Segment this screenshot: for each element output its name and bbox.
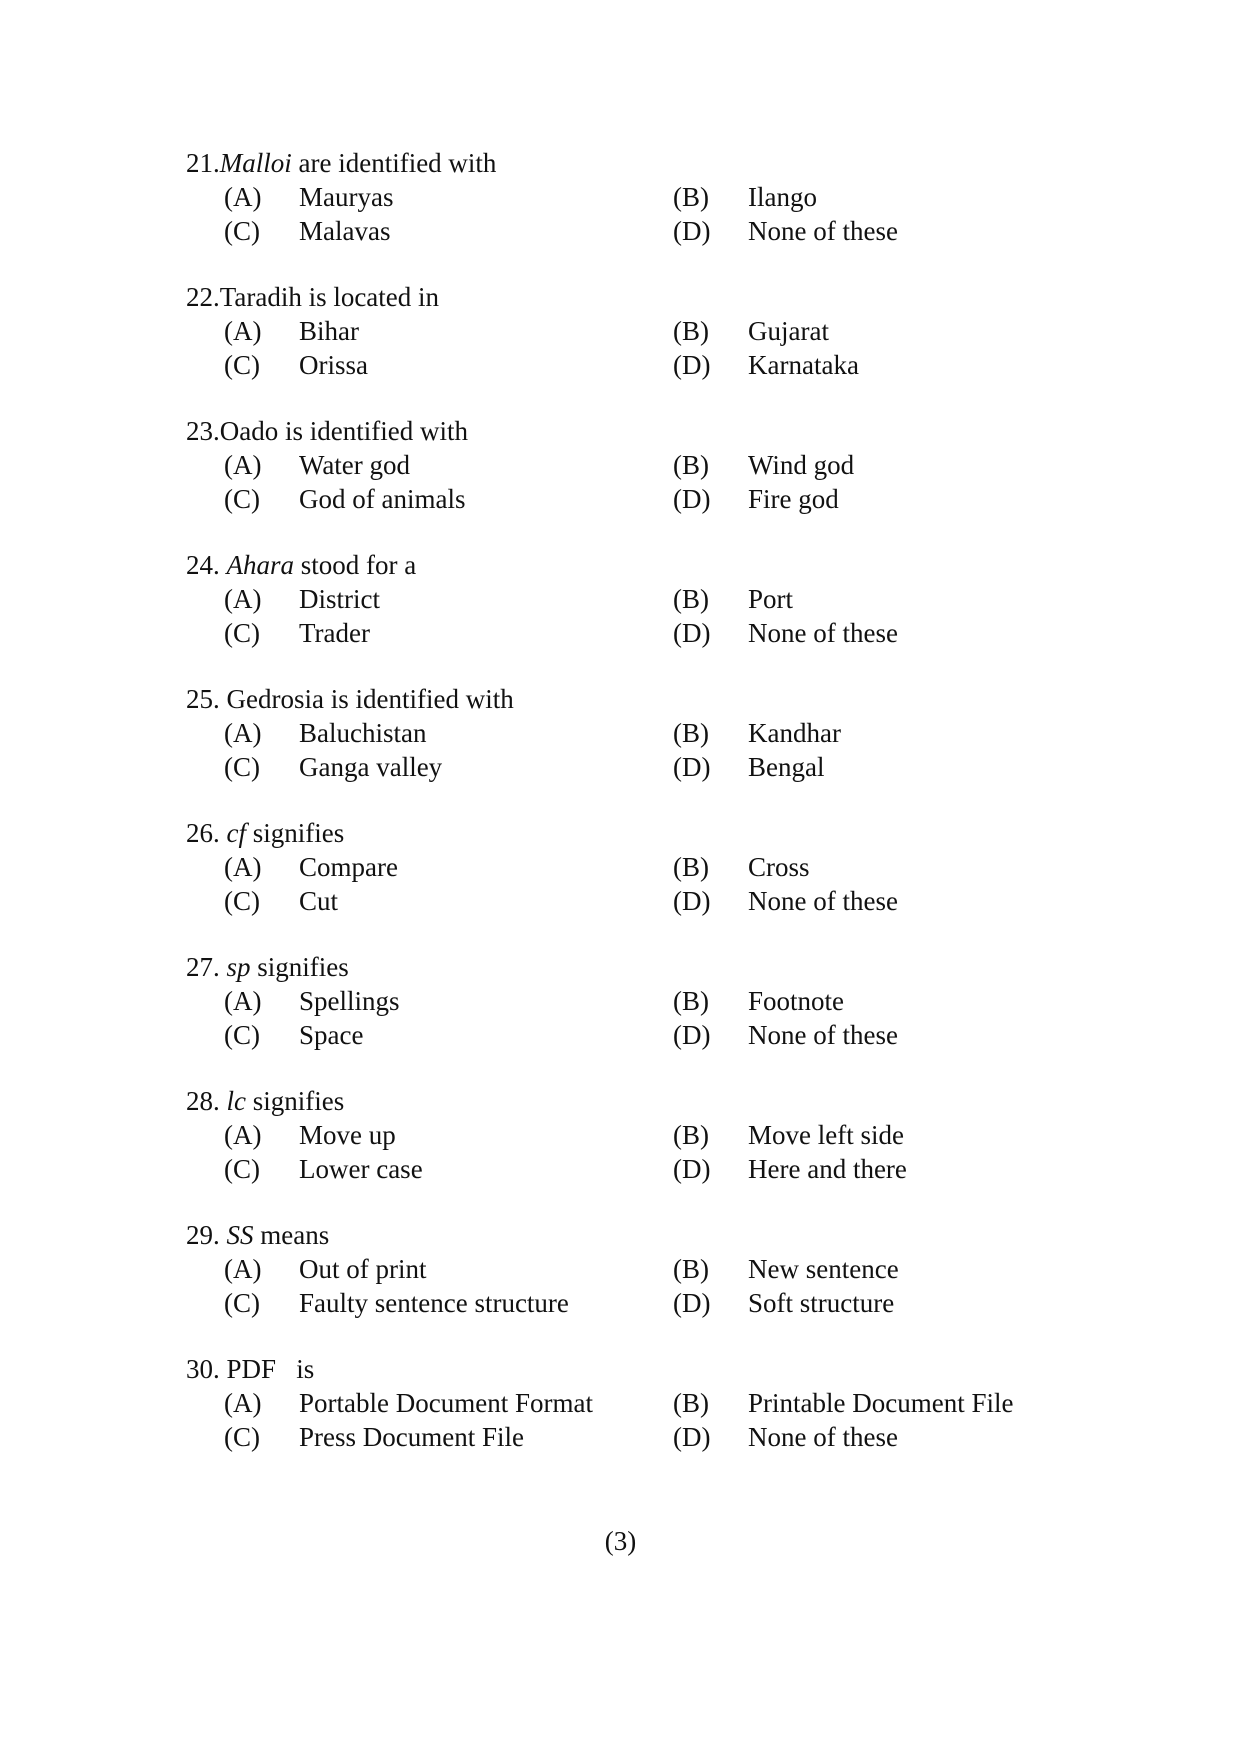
option-text: Mauryas (299, 182, 394, 212)
option-letter: (C) (224, 618, 260, 648)
option-letter: (A) (224, 584, 262, 614)
option-text: Ganga valley (299, 752, 443, 782)
option-text: Soft structure (748, 1288, 895, 1318)
option-text: Cut (299, 886, 339, 916)
question-list (186, 146, 1086, 1486)
option-text: Spellings (299, 986, 400, 1016)
option-text: Port (748, 584, 794, 614)
option-letter: (A) (224, 1254, 262, 1284)
option-row (186, 1152, 1086, 1186)
option-text: Lower case (299, 1154, 423, 1184)
option-text: Orissa (299, 350, 368, 380)
option-text: Printable Document File (748, 1388, 1014, 1418)
option-text: Malavas (299, 216, 391, 246)
option-row (186, 314, 1086, 348)
option-text: Ilango (748, 182, 817, 212)
option-letter: (C) (224, 752, 260, 782)
option-text: None of these (748, 1422, 898, 1452)
option-text: Fire god (748, 484, 839, 514)
question-item (186, 1084, 1086, 1218)
option-letter: (A) (224, 852, 262, 882)
option-text: Kandhar (748, 718, 841, 748)
option-text: Water god (299, 450, 411, 480)
question-term-italic: SS (226, 1220, 254, 1250)
option-letter: (D) (673, 1154, 711, 1184)
option-letter: (C) (224, 1422, 260, 1452)
question-line (186, 1084, 1086, 1118)
question-text (220, 148, 497, 178)
option-text: New sentence (748, 1254, 899, 1284)
option-row (186, 1286, 1086, 1320)
option-text: Move left side (748, 1120, 904, 1150)
question-number-spacing (220, 952, 227, 982)
option-text: God of animals (299, 484, 466, 514)
option-letter: (C) (224, 886, 260, 916)
question-text-part: signifies (246, 818, 345, 848)
option-letter: (A) (224, 450, 262, 480)
question-text (227, 684, 514, 714)
question-text (227, 818, 345, 848)
question-item (186, 1352, 1086, 1486)
question-number: 22. (186, 282, 220, 312)
option-letter: (B) (673, 584, 709, 614)
question-text-part: Taradih is located in (219, 282, 440, 312)
question-line (186, 548, 1086, 582)
option-text: Karnataka (748, 350, 859, 380)
option-letter: (C) (224, 216, 260, 246)
option-row (186, 448, 1086, 482)
option-text: Faulty sentence structure (299, 1288, 569, 1318)
option-text: None of these (748, 618, 898, 648)
question-item (186, 682, 1086, 816)
option-row (186, 180, 1086, 214)
question-number-spacing (220, 684, 227, 714)
question-item (186, 146, 1086, 280)
question-text-part: signifies (250, 952, 349, 982)
option-letter: (A) (224, 986, 262, 1016)
question-text-part: signifies (246, 1086, 345, 1116)
page-number: (3) (604, 1526, 637, 1556)
question-number: 27. (186, 952, 220, 982)
option-row (186, 1252, 1086, 1286)
option-text: Space (299, 1020, 364, 1050)
option-letter: (B) (673, 852, 709, 882)
question-number: 23. (186, 416, 220, 446)
option-text: Out of print (299, 1254, 427, 1284)
option-letter: (B) (673, 182, 709, 212)
question-line (186, 146, 1086, 180)
question-text (220, 282, 439, 312)
question-number: 24. (186, 550, 220, 580)
option-letter: (B) (673, 986, 709, 1016)
option-text: None of these (748, 216, 898, 246)
option-row (186, 1420, 1086, 1454)
question-line (186, 280, 1086, 314)
question-item (186, 280, 1086, 414)
question-number-spacing (220, 1220, 227, 1250)
option-text: Press Document File (299, 1422, 524, 1452)
option-letter: (C) (224, 1288, 260, 1318)
option-text: Portable Document Format (299, 1388, 593, 1418)
option-letter: (C) (224, 484, 260, 514)
option-text: Gujarat (748, 316, 829, 346)
question-item (186, 950, 1086, 1084)
question-text-part: Oado is identified with (219, 416, 468, 446)
option-text: Wind god (748, 450, 855, 480)
question-term-italic: lc (226, 1086, 246, 1116)
option-letter: (D) (673, 886, 711, 916)
question-item (186, 414, 1086, 548)
question-number-spacing (220, 1086, 227, 1116)
option-letter: (D) (673, 618, 711, 648)
option-letter: (D) (673, 1288, 711, 1318)
option-letter: (B) (673, 1388, 709, 1418)
option-text: Baluchistan (299, 718, 427, 748)
option-letter: (D) (673, 484, 711, 514)
question-text (227, 1220, 330, 1250)
option-text: Move up (299, 1120, 396, 1150)
question-number-spacing (220, 550, 227, 580)
question-number: 29. (186, 1220, 220, 1250)
question-line (186, 1352, 1086, 1386)
option-row (186, 850, 1086, 884)
option-letter: (B) (673, 1254, 709, 1284)
option-letter: (C) (224, 1154, 260, 1184)
option-letter: (A) (224, 718, 262, 748)
option-text: Cross (748, 852, 810, 882)
option-letter: (D) (673, 350, 711, 380)
option-letter: (C) (224, 1020, 260, 1050)
option-text: None of these (748, 1020, 898, 1050)
question-text (220, 416, 468, 446)
option-row (186, 616, 1086, 650)
question-number: 25. (186, 684, 220, 714)
option-row (186, 214, 1086, 248)
question-item (186, 816, 1086, 950)
question-item (186, 1218, 1086, 1352)
option-text: Bengal (748, 752, 825, 782)
option-letter: (B) (673, 316, 709, 346)
option-text: District (299, 584, 380, 614)
option-letter: (D) (673, 752, 711, 782)
question-line (186, 682, 1086, 716)
option-letter: (D) (673, 1422, 711, 1452)
option-row (186, 1118, 1086, 1152)
option-row (186, 884, 1086, 918)
question-number-spacing (220, 1354, 227, 1384)
option-row (186, 1386, 1086, 1420)
question-text (227, 1086, 345, 1116)
question-number: 30. (186, 1354, 220, 1384)
question-line (186, 414, 1086, 448)
question-term-italic: sp (226, 952, 251, 982)
option-letter: (B) (673, 1120, 709, 1150)
option-text: Here and there (748, 1154, 907, 1184)
option-letter: (B) (673, 450, 709, 480)
option-letter: (D) (673, 216, 711, 246)
question-text-part: Gedrosia is identified with (226, 684, 514, 714)
option-letter: (A) (224, 1388, 262, 1418)
option-row (186, 348, 1086, 382)
question-text-part: are identified with (291, 148, 497, 178)
question-number: 28. (186, 1086, 220, 1116)
question-text (227, 1354, 315, 1384)
option-letter: (D) (673, 1020, 711, 1050)
option-row (186, 482, 1086, 516)
question-number-spacing (220, 818, 227, 848)
question-text-part: stood for a (294, 550, 417, 580)
option-text: Footnote (748, 986, 845, 1016)
question-line (186, 950, 1086, 984)
option-row (186, 750, 1086, 784)
option-row (186, 984, 1086, 1018)
option-text: None of these (748, 886, 898, 916)
option-row (186, 582, 1086, 616)
question-text-part: means (253, 1220, 330, 1250)
option-letter: (A) (224, 182, 262, 212)
question-term-italic: Malloi (219, 148, 292, 178)
option-text: Bihar (299, 316, 359, 346)
option-letter: (C) (224, 350, 260, 380)
question-line (186, 1218, 1086, 1252)
question-term-italic: Ahara (226, 550, 294, 580)
question-text (227, 550, 417, 580)
option-row (186, 1018, 1086, 1052)
option-letter: (A) (224, 316, 262, 346)
question-item (186, 548, 1086, 682)
question-number: 26. (186, 818, 220, 848)
option-text: Compare (299, 852, 398, 882)
question-text (227, 952, 349, 982)
question-term-italic: cf (226, 818, 246, 848)
question-number: 21. (186, 148, 220, 178)
option-letter: (A) (224, 1120, 262, 1150)
option-text: Trader (299, 618, 370, 648)
question-line (186, 816, 1086, 850)
option-row (186, 716, 1086, 750)
option-letter: (B) (673, 718, 709, 748)
question-text-part: PDF is (226, 1354, 315, 1384)
